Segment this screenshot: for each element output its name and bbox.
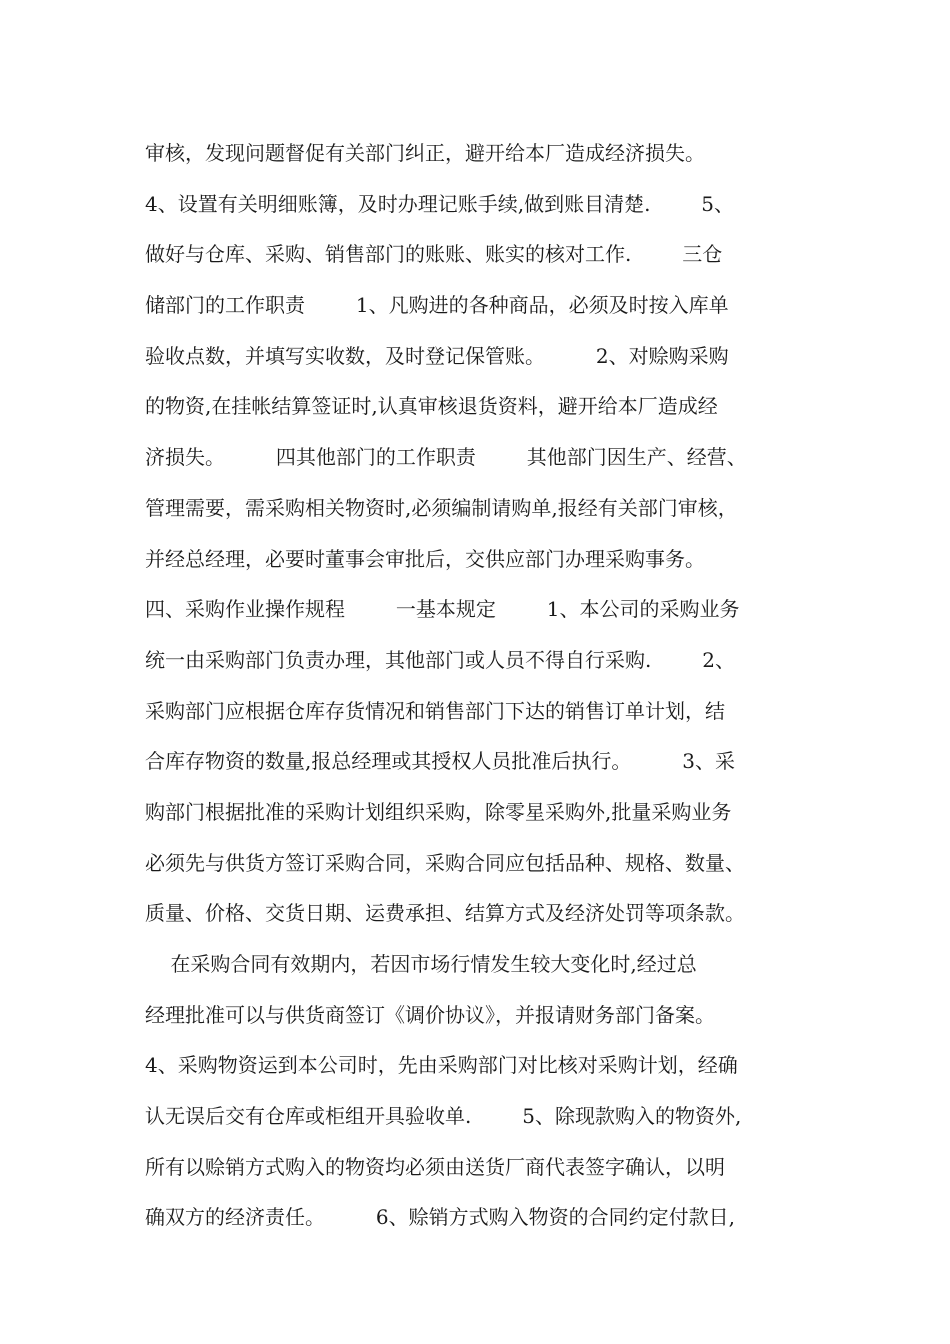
text-line: 质量、价格、交货日期、运费承担、结算方式及经济处罚等项条款。 (145, 901, 745, 926)
text-line: 做好与仓库、采购、销售部门的账账、账实的核对工作. 三仓 (145, 242, 723, 267)
text-line: 4、采购物资运到本公司时，先由采购部门对比核对采购计划，经确 (145, 1053, 738, 1078)
text-line: 统一由采购部门负责办理，其他部门或人员不得自行采购. 2、 (145, 647, 735, 672)
text-line: 4、设置有关明细账簿，及时办理记账手续,做到账目清楚. 5、 (145, 191, 735, 216)
text-line: 储部门的工作职责 1、凡购进的各种商品，必须及时按入库单 (145, 293, 729, 318)
text-line: 合库存物资的数量,报总经理或其授权人员批准后执行。 3、采 (145, 749, 735, 774)
text-line: 管理需要，需采购相关物资时,必须编制请购单,报经有关部门审核， (145, 495, 738, 520)
text-line: 验收点数，并填写实收数，及时登记保管账。 2、对赊购采购 (145, 343, 729, 368)
text-line: 并经总经理，必要时董事会审批后，交供应部门办理采购事务。 (145, 546, 705, 571)
text-line: 采购部门应根据仓库存货情况和销售部门下达的销售订单计划，结 (145, 698, 725, 723)
text-line: 确双方的经济责任。 6、赊销方式购入物资的合同约定付款日, (145, 1205, 735, 1230)
text-line: 济损失。 四其他部门的工作职责 其他部门因生产、经营、 (145, 445, 747, 470)
text-line: 四、采购作业操作规程 一基本规定 1、本公司的采购业务 (145, 597, 740, 622)
text-line: 认无误后交有仓库或柜组开具验收单. 5、除现款购入的物资外, (145, 1104, 742, 1129)
body-text (145, 128, 835, 1243)
text-line: 购部门根据批准的采购计划组织采购，除零星采购外,批量采购业务 (145, 799, 732, 824)
text-line: 必须先与供货方签订采购合同，采购合同应包括品种、规格、数量、 (145, 850, 745, 875)
text-line: 在采购合同有效期内，若因市场行情发生较大变化时,经过总 (145, 952, 697, 976)
text-line: 所有以赊销方式购入的物资均必须由送货厂商代表签字确认，以明 (145, 1154, 725, 1179)
text-line: 经理批准可以与供货商签订《调价协议》，并报请财务部门备案。 (145, 1002, 715, 1027)
text-line: 审核，发现问题督促有关部门纠正，避开给本厂造成经济损失。 (145, 141, 705, 165)
text-line: 的物资,在挂帐结算签证时,认真审核退货资料，避开给本厂造成经 (145, 394, 718, 419)
